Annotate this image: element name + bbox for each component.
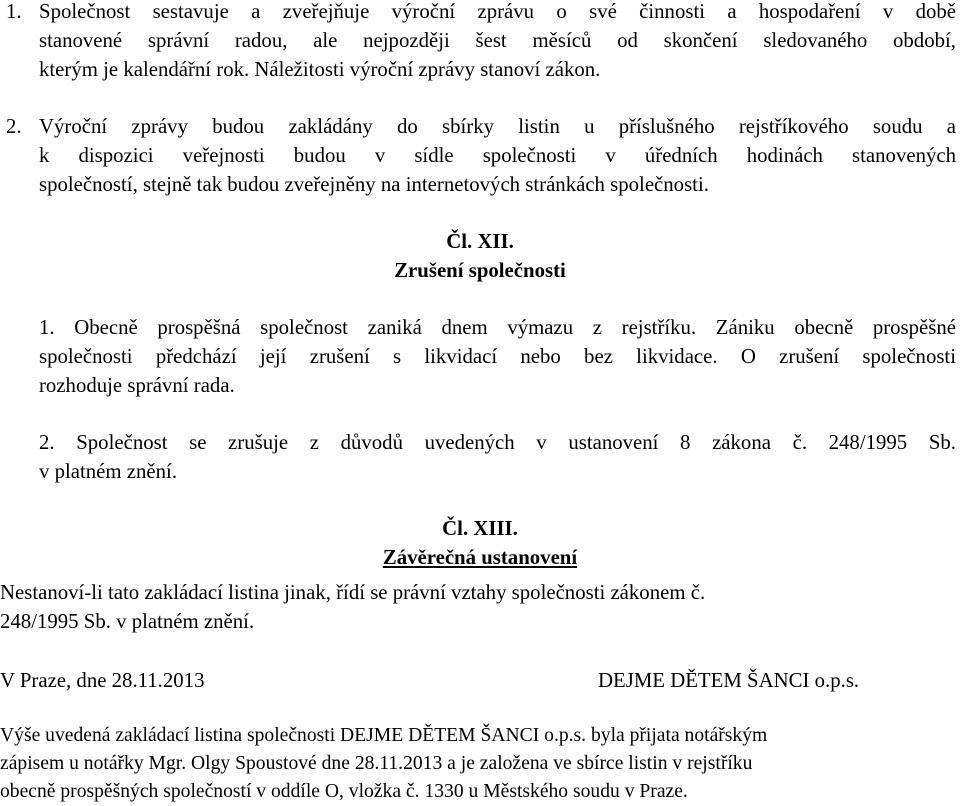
article-title: Závěrečná ustanovení bbox=[382, 546, 578, 569]
paragraph-number: 2. bbox=[6, 115, 22, 138]
paragraph-line: v platném znění. bbox=[39, 460, 178, 483]
paragraph-line: společností, stejně tak budou zveřejněny na internetových stránkách společnosti. bbox=[39, 173, 709, 196]
place-and-date: V Praze, dne 28.11.2013 bbox=[0, 669, 205, 692]
note-line: Výše uvedená zakládací listina společnosti DEJME DĚTEM ŠANCI o.p.s. byla přijata notářským bbox=[0, 725, 768, 746]
paragraph-line: 1. Obecně prospěšná společnost zaniká dnem výmazu z rejstříku. Zániku obecně prospěšné bbox=[39, 316, 956, 339]
article-number: Čl. XIII. bbox=[442, 517, 518, 540]
paragraph-line: rozhoduje správní rada. bbox=[39, 374, 235, 397]
paragraph-line: Společnost sestavuje a zveřejňuje výroční zprávu o své činnosti a hospodaření v době bbox=[39, 0, 956, 23]
paragraph-line: Výroční zprávy budou zakládány do sbírky listin u příslušného rejstříkového soudu a bbox=[39, 115, 956, 138]
paragraph-line: 2. Společnost se zrušuje z důvodů uvedených v ustanovení 8 zákona č. 248/1995 Sb. bbox=[39, 431, 956, 454]
note-line: zápisem u notářky Mgr. Olgy Spoustové dne 28.11.2013 a je založena ve sbírce listin v rejstříku bbox=[0, 753, 753, 774]
paragraph-line: Nestanoví-li tato zakládací listina jinak, řídí se právní vztahy společnosti zákonem č. bbox=[0, 581, 706, 604]
note-line: obecně prospěšných společností v oddíle O, vložka č. 1330 u Městského soudu v Praze. bbox=[0, 781, 688, 802]
paragraph-line: kterým je kalendářní rok. Náležitosti výroční zprávy stanoví zákon. bbox=[39, 58, 601, 81]
paragraph-line: společnosti předchází její zrušení s likvidací nebo bez likvidace. O zrušení společnosti bbox=[39, 345, 956, 368]
article-title: Zrušení společnosti bbox=[394, 259, 566, 282]
paragraph-line: stanovené správní radou, ale nejpozději šest měsíců od skončení sledovaného období, bbox=[39, 29, 956, 52]
article-number: Čl. XII. bbox=[446, 230, 514, 253]
organization-signature: DEJME DĚTEM ŠANCI o.p.s. bbox=[598, 669, 860, 692]
paragraph-line: 248/1995 Sb. v platném znění. bbox=[0, 610, 255, 633]
paragraph-line: k dispozici veřejnosti budou v sídle společnosti v úředních hodinách stanovených bbox=[39, 144, 956, 167]
paragraph-number: 1. bbox=[6, 0, 22, 23]
